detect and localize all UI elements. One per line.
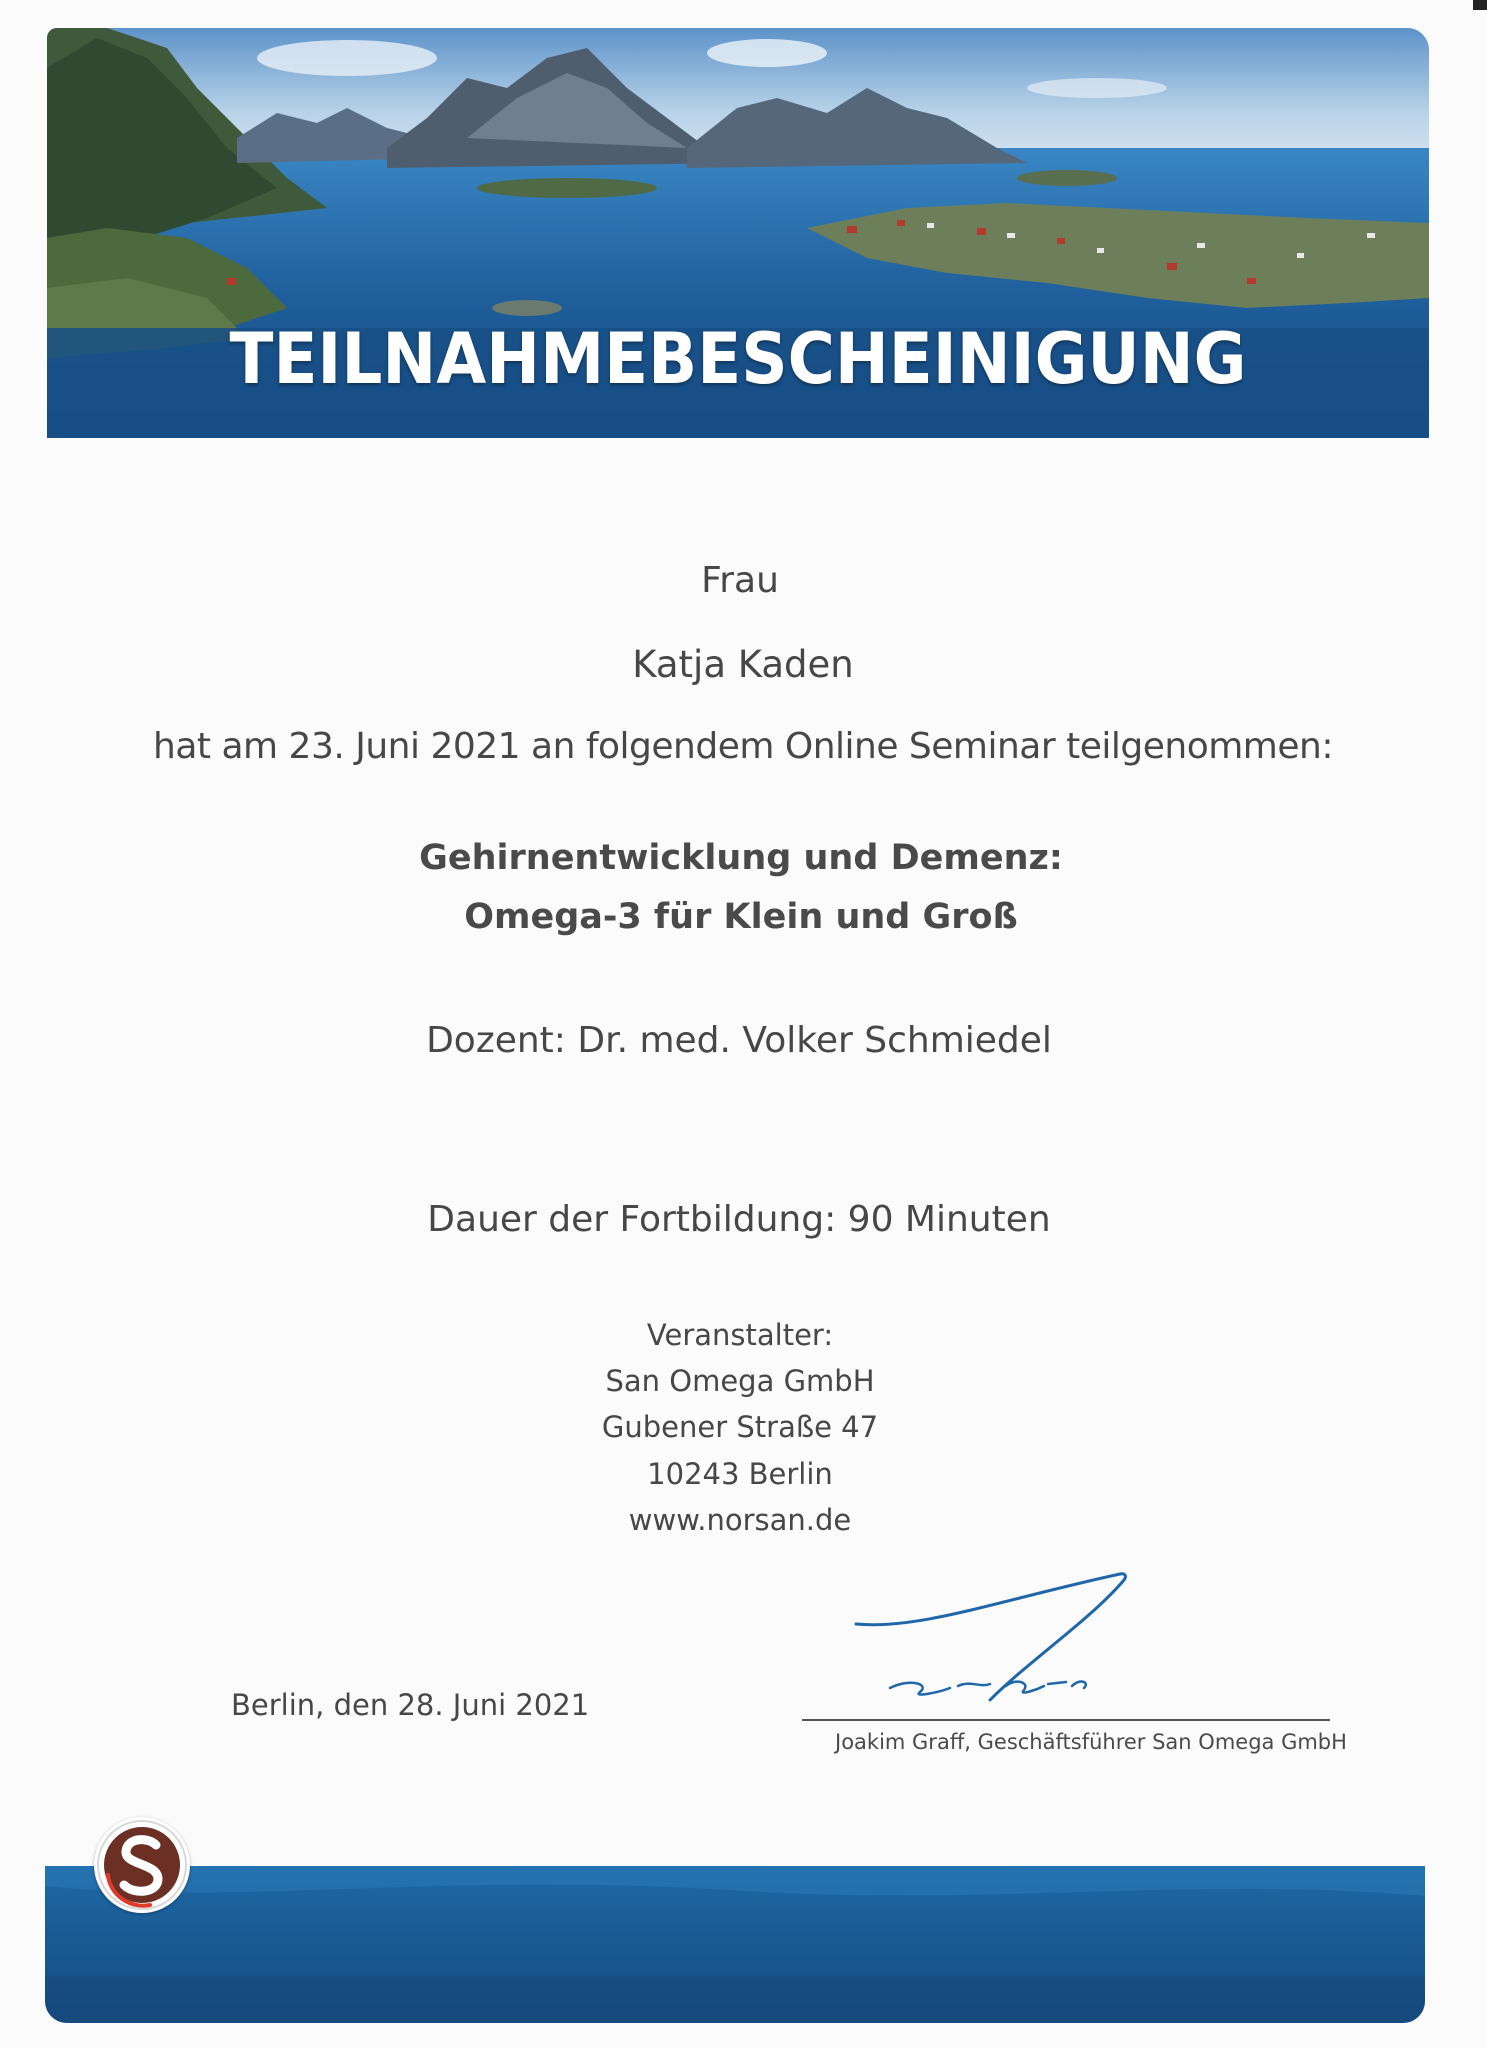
seminar-title-line1: Gehirnentwicklung und Demenz:: [419, 838, 1063, 878]
place-and-date: Berlin, den 28. Juni 2021: [231, 1688, 590, 1722]
organizer-city: 10243 Berlin: [647, 1457, 833, 1491]
signature-caption: Joakim Graff, Geschäftsführer San Omega GmbH: [835, 1730, 1347, 1754]
scan-edge-mark: [1473, 0, 1487, 10]
participation-statement: hat am 23. Juni 2021 an folgendem Online Seminar teilgenommen:: [153, 726, 1333, 767]
recipient-name: Katja Kaden: [632, 643, 854, 686]
organizer-website: www.norsan.de: [628, 1503, 852, 1537]
certificate-title: TEILNAHMEBESCHEINIGUNG: [229, 318, 1247, 400]
footer-wave-decoration: [45, 1866, 1425, 2023]
seminar-title-line2: Omega-3 für Klein und Groß: [464, 897, 1018, 937]
course-duration: Dauer der Fortbildung: 90 Minuten: [427, 1199, 1051, 1240]
recipient-salutation: Frau: [701, 560, 779, 601]
organizer-street: Gubener Straße 47: [601, 1410, 879, 1444]
header-banner: [47, 28, 1429, 438]
lecturer: Dozent: Dr. med. Volker Schmiedel: [426, 1020, 1052, 1061]
norsan-s-logo-icon: [94, 1817, 190, 1913]
organizer-label: Veranstalter:: [646, 1318, 834, 1352]
signature-line: [802, 1719, 1330, 1721]
norsan-logo: [94, 1817, 190, 1913]
footer-banner: [45, 1866, 1425, 2023]
handwritten-signature-icon: [840, 1560, 1160, 1720]
organizer-company: San Omega GmbH: [605, 1364, 875, 1398]
